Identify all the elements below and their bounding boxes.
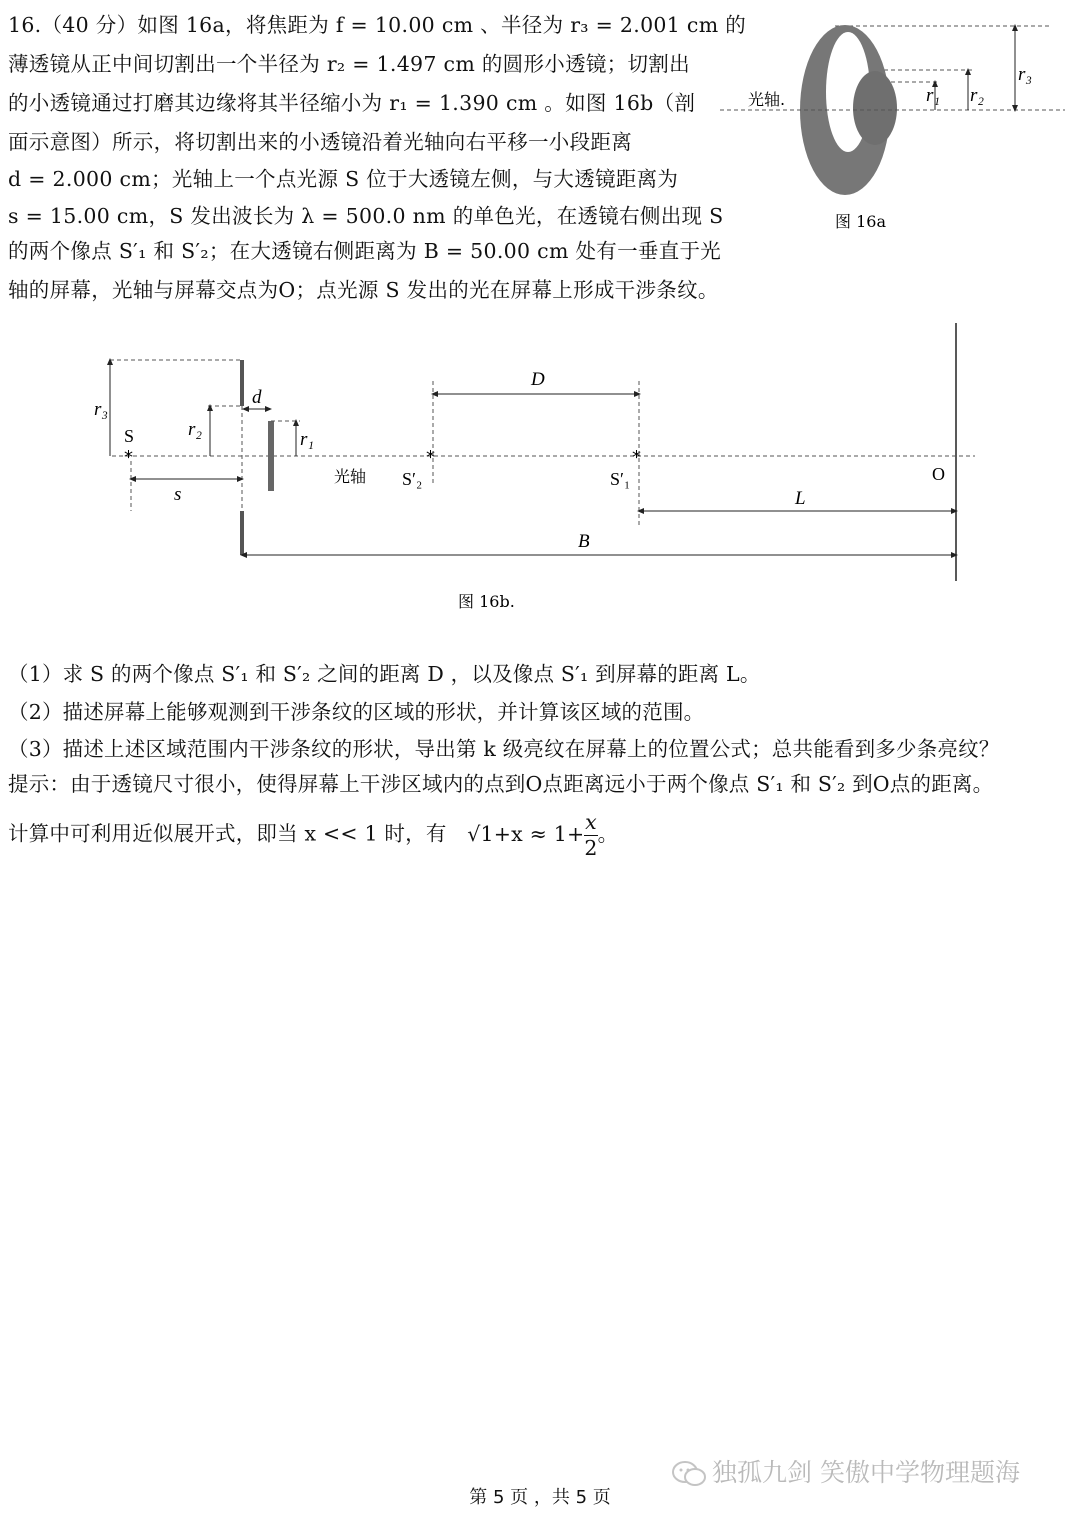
approx-formula <box>467 810 619 860</box>
caption-16a: 图 16a <box>835 212 886 231</box>
hint: 提示：由于透镜尺寸很小，使得屏幕上干涉区域内的点到O点距离远小于两个像点 S′₁ 和 S′₂ 到O点的距离。 <box>8 772 994 796</box>
formula-end: 。 <box>597 821 619 846</box>
small-lens <box>853 71 897 145</box>
image-S1-label: S′₁ <box>610 469 631 489</box>
image-S2-mark: * <box>426 447 435 468</box>
figure-16a <box>720 8 1070 248</box>
problem-line-1: 16.（40 分）如图 16a，将焦距为 f = 10.00 cm 、半径为 r₃ = 2.001 cm 的 <box>8 13 747 37</box>
calc-hint-prefix: 计算中可利用近似展开式，即当 x << 1 时，有 <box>8 821 447 846</box>
formula-denominator: 2 <box>584 835 598 860</box>
axis-label-16a: 光轴. <box>748 90 786 109</box>
question-3: （3）描述上述区域范围内干涉条纹的形状，导出第 k 级亮纹在屏幕上的位置公式；总共能看到多少条亮纹？ <box>8 737 1000 761</box>
problem-line-5: d = 2.000 cm；光轴上一个点光源 S 位于大透镜左侧，与大透镜距离为 <box>8 167 679 191</box>
B-label: B <box>578 531 590 552</box>
problem-line-2: 薄透镜从正中间切割出一个半径为 r₂ = 1.497 cm 的圆形小透镜；切割出 <box>8 52 690 76</box>
image-S2-label: S′₂ <box>402 469 423 489</box>
r1-label-16b: r₁ <box>300 429 314 450</box>
question-2: （2）描述屏幕上能够观测到干涉条纹的区域的形状，并计算该区域的范围。 <box>8 700 705 724</box>
image-S1-mark: * <box>632 447 641 468</box>
formula-numerator: x <box>585 810 597 834</box>
r2-label-16b: r₂ <box>188 419 202 440</box>
large-lens-bottom <box>240 511 244 555</box>
source-S-mark: * <box>124 447 133 468</box>
source-S-label: S <box>124 426 135 446</box>
r1-label-16a: r₁ <box>926 85 940 106</box>
small-lens-section <box>268 421 274 491</box>
question-1: （1）求 S 的两个像点 S′₁ 和 S′₂ 之间的距离 D ，以及像点 S′₁ 到屏幕的距离 L。 <box>8 662 761 686</box>
large-lens-top <box>240 360 244 406</box>
r2-label-16a: r₂ <box>970 85 984 106</box>
D-label: D <box>531 369 545 390</box>
caption-16b: 图 16b. <box>458 592 515 611</box>
watermark-text: 独孤九剑 笑傲中学物理题海 <box>712 1458 1020 1487</box>
problem-line-7: 的两个像点 S′₁ 和 S′₂；在大透镜右侧距离为 B = 50.00 cm 处有一垂直于光 <box>8 239 722 263</box>
L-label: L <box>795 488 806 509</box>
problem-line-6: s = 15.00 cm，S 发出波长为 λ = 500.0 nm 的单色光，在透镜右侧出现 S <box>8 204 724 228</box>
axis-label-16b: 光轴 <box>334 467 367 486</box>
problem-line-3: 的小透镜通过打磨其边缘将其半径缩小为 r₁ = 1.390 cm 。如图 16b（剖 <box>8 91 696 115</box>
problem-line-4: 面示意图）所示，将切割出来的小透镜沿着光轴向右平移一小段距离 <box>8 130 632 154</box>
s-label: s <box>174 484 182 505</box>
figure-16b <box>0 315 1080 625</box>
calc-hint <box>8 812 618 858</box>
problem-line-8: 轴的屏幕，光轴与屏幕交点为O；点光源 S 发出的光在屏幕上形成干涉条纹。 <box>8 278 719 302</box>
d-label: d <box>252 387 262 408</box>
screen-O-label: O <box>932 464 945 484</box>
r3-label-16a: r₃ <box>1018 64 1032 85</box>
formula-left: √1+x ≈ 1+ <box>467 821 585 846</box>
page-footer: 第 5 页 ，共 5 页 <box>469 1487 611 1508</box>
formula-fraction <box>584 812 597 858</box>
r3-label-16b: r₃ <box>94 399 108 420</box>
